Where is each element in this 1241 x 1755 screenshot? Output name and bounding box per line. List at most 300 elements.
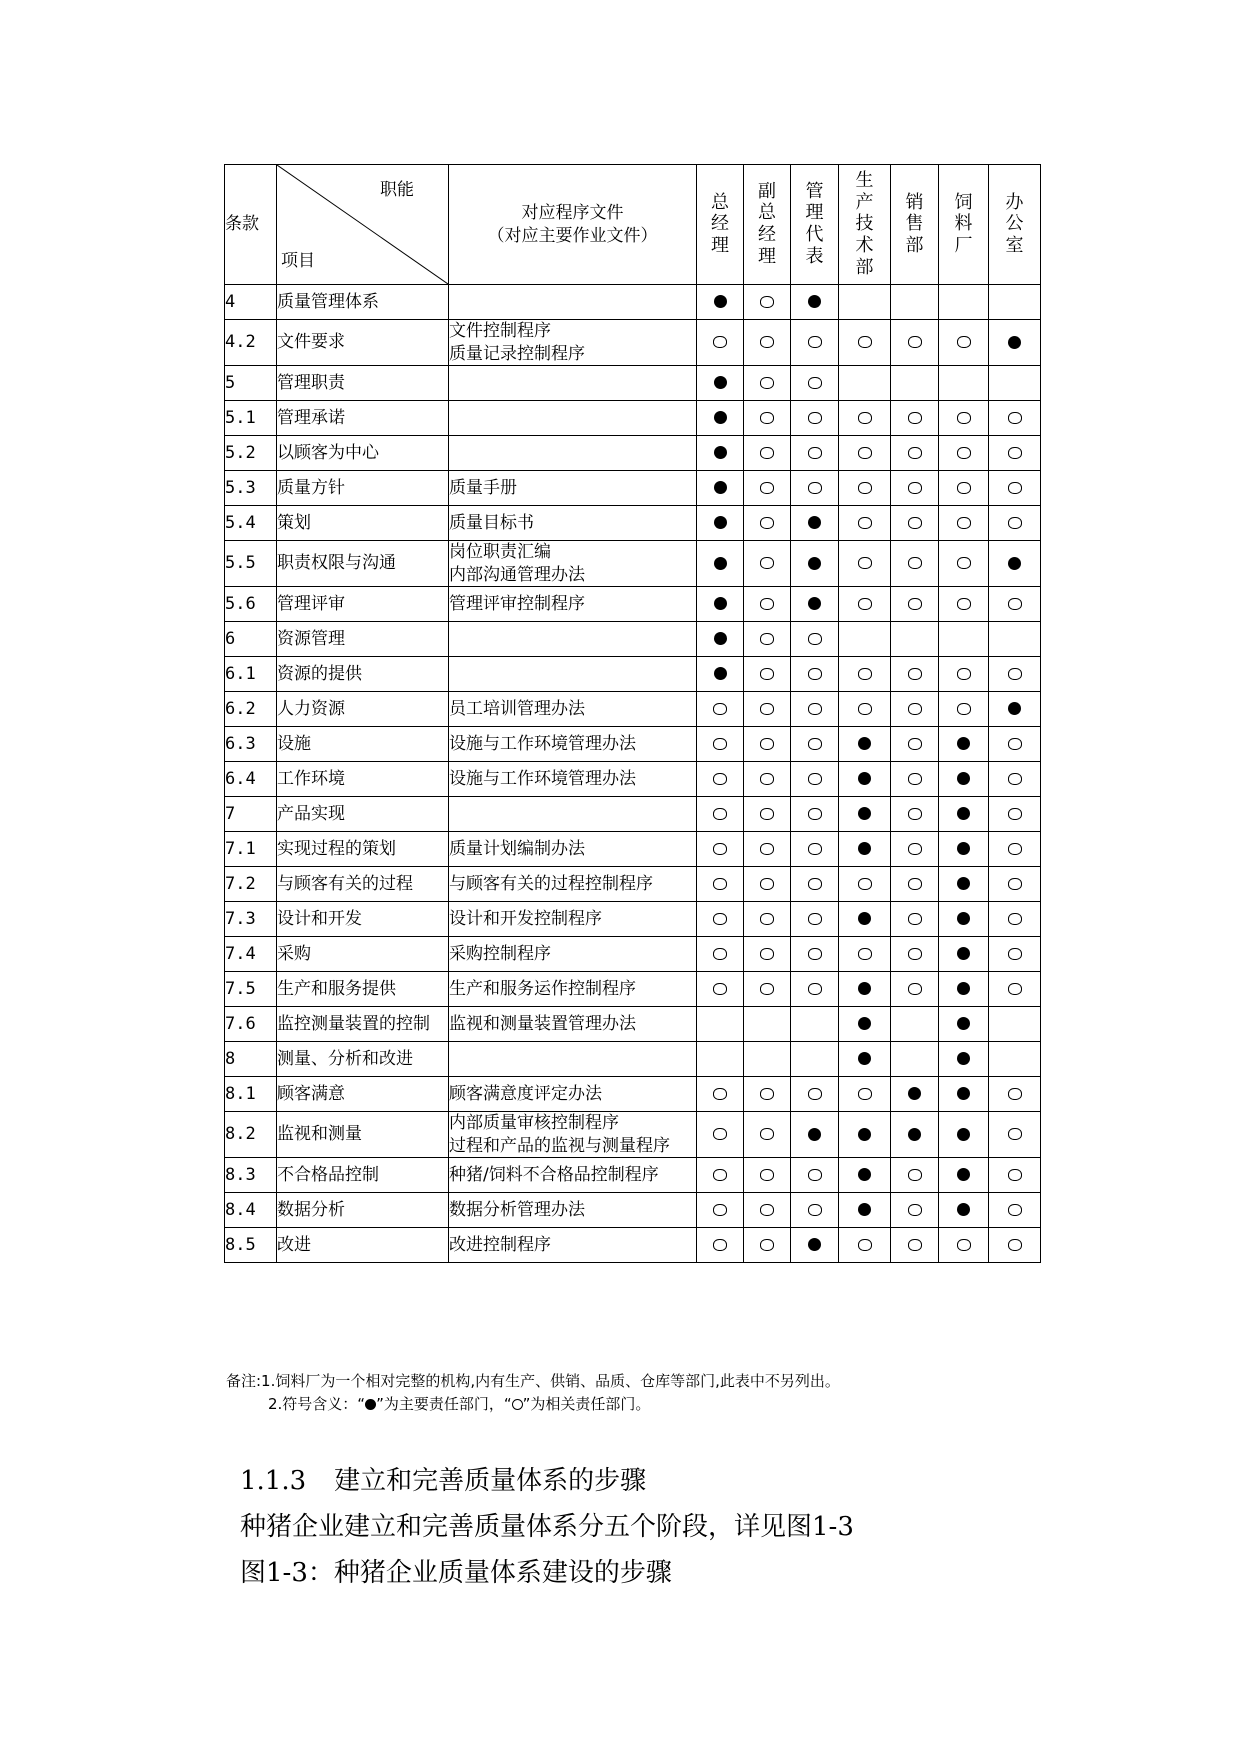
related-responsibility-mark <box>808 377 822 389</box>
responsibility-cell <box>891 541 939 587</box>
document-cell <box>449 587 697 622</box>
responsibility-cell <box>791 366 839 401</box>
responsibility-cell <box>891 506 939 541</box>
primary-responsibility-mark <box>858 772 871 785</box>
responsibility-cell <box>939 797 989 832</box>
related-responsibility-mark <box>957 1239 971 1251</box>
responsibility-cell <box>697 797 744 832</box>
related-responsibility-mark <box>713 878 727 890</box>
document-cell <box>449 657 697 692</box>
responsibility-cell <box>791 657 839 692</box>
clause-cell: 8.5 <box>225 1228 277 1263</box>
department-header <box>791 165 839 285</box>
hollow-circle-symbol <box>512 1399 523 1410</box>
responsibility-cell <box>744 832 791 867</box>
primary-responsibility-mark <box>714 516 727 529</box>
responsibility-cell <box>839 902 891 937</box>
table-row <box>225 1158 1041 1193</box>
responsibility-cell <box>839 1042 891 1077</box>
related-responsibility-mark <box>957 517 971 529</box>
related-responsibility-mark <box>808 633 822 645</box>
document-cell <box>449 1158 697 1193</box>
responsibility-cell <box>839 436 891 471</box>
document-name: 质量记录控制程序 <box>449 343 585 364</box>
table-row <box>225 506 1041 541</box>
document-name: 岗位职责汇编 <box>449 542 551 563</box>
related-responsibility-mark <box>858 703 872 715</box>
related-responsibility-mark <box>1008 773 1022 785</box>
responsibility-cell <box>744 937 791 972</box>
related-responsibility-mark <box>808 336 822 348</box>
responsibility-cell <box>744 506 791 541</box>
primary-responsibility-mark <box>858 842 871 855</box>
related-responsibility-mark <box>760 377 774 389</box>
responsibility-cell <box>989 1228 1041 1263</box>
responsibility-cell <box>891 1158 939 1193</box>
department-label: 总经理 <box>710 191 729 257</box>
document-name: 与顾客有关的过程控制程序 <box>449 873 653 894</box>
department-label: 销售部 <box>905 191 924 257</box>
responsibility-cell <box>744 762 791 797</box>
table-row <box>225 1112 1041 1158</box>
related-responsibility-mark <box>808 412 822 424</box>
responsibility-cell <box>839 587 891 622</box>
responsibility-cell <box>791 401 839 436</box>
related-responsibility-mark <box>808 1204 822 1216</box>
responsibility-cell <box>697 867 744 902</box>
table-note-1: 备注:1.饲料厂为一个相对完整的机构,内有生产、供销、品质、仓库等部门,此表中不另列出。 <box>226 1372 840 1390</box>
clause-cell: 7 <box>225 797 277 832</box>
document-name: 种猪/饲料不合格品控制程序 <box>449 1164 659 1185</box>
section-title: 建立和完善质量体系的步骤 <box>334 1466 647 1496</box>
responsibility-cell <box>989 867 1041 902</box>
primary-responsibility-mark <box>858 807 871 820</box>
responsibility-cell <box>791 1042 839 1077</box>
related-responsibility-mark <box>908 878 922 890</box>
item-cell: 职责权限与沟通 <box>277 541 449 587</box>
document-cell <box>449 727 697 762</box>
responsibility-cell <box>744 727 791 762</box>
responsibility-matrix-table <box>224 164 1041 1263</box>
responsibility-cell <box>744 1112 791 1158</box>
related-responsibility-mark <box>1008 412 1022 424</box>
related-responsibility-mark <box>858 1088 872 1100</box>
document-cell <box>449 471 697 506</box>
item-cell: 以顾客为中心 <box>277 436 449 471</box>
related-responsibility-mark <box>808 738 822 750</box>
responsibility-cell <box>939 1193 989 1228</box>
clause-cell: 5.1 <box>225 401 277 436</box>
responsibility-cell <box>891 1007 939 1042</box>
responsibility-cell <box>791 1193 839 1228</box>
clause-cell: 8.4 <box>225 1193 277 1228</box>
related-responsibility-mark <box>713 703 727 715</box>
related-responsibility-mark <box>1008 1088 1022 1100</box>
document-cell <box>449 366 697 401</box>
related-responsibility-mark <box>1008 983 1022 995</box>
item-cell: 管理评审 <box>277 587 449 622</box>
primary-responsibility-mark <box>957 1203 970 1216</box>
responsibility-cell <box>989 1077 1041 1112</box>
related-responsibility-mark <box>713 738 727 750</box>
item-cell: 产品实现 <box>277 797 449 832</box>
responsibility-cell <box>939 937 989 972</box>
document-name: 改进控制程序 <box>449 1234 551 1255</box>
clause-cell: 5.2 <box>225 436 277 471</box>
related-responsibility-mark <box>808 843 822 855</box>
responsibility-cell <box>791 762 839 797</box>
responsibility-cell <box>891 972 939 1007</box>
section-heading <box>240 1460 646 1497</box>
primary-responsibility-mark <box>808 295 821 308</box>
responsibility-cell <box>839 937 891 972</box>
table-row <box>225 1042 1041 1077</box>
related-responsibility-mark <box>957 703 971 715</box>
responsibility-cell <box>939 867 989 902</box>
item-cell: 采购 <box>277 937 449 972</box>
responsibility-cell <box>697 471 744 506</box>
related-responsibility-mark <box>760 808 774 820</box>
document-cell <box>449 320 697 366</box>
document-name: 设计和开发控制程序 <box>449 908 602 929</box>
responsibility-cell <box>891 285 939 320</box>
related-responsibility-mark <box>1008 598 1022 610</box>
responsibility-cell <box>839 320 891 366</box>
related-responsibility-mark <box>858 948 872 960</box>
document-name: 质量计划编制办法 <box>449 838 585 859</box>
primary-responsibility-mark <box>714 667 727 680</box>
note-suffix: ”为相关责任部门。 <box>522 1395 651 1413</box>
responsibility-cell <box>891 937 939 972</box>
responsibility-cell <box>839 285 891 320</box>
responsibility-cell <box>697 1007 744 1042</box>
responsibility-cell <box>989 506 1041 541</box>
responsibility-cell <box>791 937 839 972</box>
responsibility-cell <box>939 587 989 622</box>
responsibility-cell <box>697 1042 744 1077</box>
responsibility-cell <box>697 972 744 1007</box>
related-responsibility-mark <box>908 482 922 494</box>
related-responsibility-mark <box>1008 517 1022 529</box>
responsibility-cell <box>839 727 891 762</box>
item-cell: 监控测量装置的控制 <box>277 1007 449 1042</box>
item-cell: 文件要求 <box>277 320 449 366</box>
responsibility-cell <box>839 1193 891 1228</box>
related-responsibility-mark <box>858 447 872 459</box>
primary-responsibility-mark <box>957 1087 970 1100</box>
document-cell <box>449 401 697 436</box>
responsibility-cell <box>989 797 1041 832</box>
responsibility-cell <box>744 285 791 320</box>
responsibility-cell <box>791 902 839 937</box>
primary-responsibility-mark <box>714 632 727 645</box>
related-responsibility-mark <box>1008 738 1022 750</box>
responsibility-cell <box>839 506 891 541</box>
responsibility-cell <box>791 1077 839 1112</box>
primary-responsibility-mark <box>957 982 970 995</box>
responsibility-cell <box>939 762 989 797</box>
item-cell: 实现过程的策划 <box>277 832 449 867</box>
responsibility-cell <box>839 622 891 657</box>
primary-responsibility-mark <box>957 737 970 750</box>
primary-responsibility-mark <box>714 557 727 570</box>
function-item-diagonal-header <box>277 165 449 285</box>
related-responsibility-mark <box>760 843 774 855</box>
responsibility-cell <box>891 832 939 867</box>
item-cell: 策划 <box>277 506 449 541</box>
responsibility-cell <box>697 1228 744 1263</box>
responsibility-cell <box>697 506 744 541</box>
related-responsibility-mark <box>760 773 774 785</box>
responsibility-cell <box>791 285 839 320</box>
related-responsibility-mark <box>808 703 822 715</box>
related-responsibility-mark <box>713 843 727 855</box>
responsibility-cell <box>791 471 839 506</box>
section-number: 1.1.3 <box>240 1466 307 1496</box>
primary-responsibility-mark <box>808 597 821 610</box>
responsibility-cell <box>697 1158 744 1193</box>
responsibility-cell <box>989 692 1041 727</box>
related-responsibility-mark <box>760 738 774 750</box>
responsibility-cell <box>839 867 891 902</box>
department-header <box>697 165 744 285</box>
responsibility-cell <box>744 436 791 471</box>
responsibility-cell <box>891 1042 939 1077</box>
responsibility-cell <box>791 436 839 471</box>
responsibility-cell <box>891 622 939 657</box>
document-cell <box>449 867 697 902</box>
related-responsibility-mark <box>1008 843 1022 855</box>
document-header <box>449 165 697 285</box>
responsibility-cell <box>891 1077 939 1112</box>
responsibility-cell <box>989 622 1041 657</box>
responsibility-cell <box>939 832 989 867</box>
responsibility-cell <box>791 867 839 902</box>
table-row <box>225 1077 1041 1112</box>
responsibility-cell <box>989 1007 1041 1042</box>
responsibility-cell <box>791 1158 839 1193</box>
responsibility-cell <box>989 727 1041 762</box>
related-responsibility-mark <box>908 1169 922 1181</box>
document-cell <box>449 972 697 1007</box>
responsibility-cell <box>989 471 1041 506</box>
responsibility-cell <box>989 1158 1041 1193</box>
responsibility-cell <box>697 320 744 366</box>
related-responsibility-mark <box>908 557 922 569</box>
item-cell: 管理职责 <box>277 366 449 401</box>
related-responsibility-mark <box>858 878 872 890</box>
document-cell <box>449 902 697 937</box>
document-name: 管理评审控制程序 <box>449 593 585 614</box>
item-cell: 改进 <box>277 1228 449 1263</box>
primary-responsibility-mark <box>858 1128 871 1141</box>
figure-caption: 图1-3：种猪企业质量体系建设的步骤 <box>240 1558 672 1588</box>
responsibility-cell <box>989 937 1041 972</box>
table-row <box>225 1228 1041 1263</box>
document-name: 过程和产品的监视与测量程序 <box>449 1135 670 1156</box>
responsibility-cell <box>839 1228 891 1263</box>
primary-responsibility-mark <box>957 772 970 785</box>
clause-cell: 8.1 <box>225 1077 277 1112</box>
document-cell <box>449 1112 697 1158</box>
responsibility-cell <box>939 622 989 657</box>
responsibility-cell <box>839 401 891 436</box>
document-name: 监视和测量装置管理办法 <box>449 1013 636 1034</box>
responsibility-cell <box>697 937 744 972</box>
related-responsibility-mark <box>908 517 922 529</box>
responsibility-cell <box>891 762 939 797</box>
clause-cell: 6.2 <box>225 692 277 727</box>
related-responsibility-mark <box>908 703 922 715</box>
primary-responsibility-mark <box>714 376 727 389</box>
related-responsibility-mark <box>760 1204 774 1216</box>
related-responsibility-mark <box>1008 948 1022 960</box>
primary-responsibility-mark <box>1008 336 1021 349</box>
responsibility-cell <box>839 797 891 832</box>
document-cell <box>449 1228 697 1263</box>
related-responsibility-mark <box>957 557 971 569</box>
item-label: 项目 <box>281 250 315 271</box>
responsibility-cell <box>839 1158 891 1193</box>
responsibility-cell <box>791 320 839 366</box>
responsibility-cell <box>839 541 891 587</box>
document-name: 内部质量审核控制程序 <box>449 1113 619 1134</box>
related-responsibility-mark <box>808 1088 822 1100</box>
responsibility-cell <box>939 436 989 471</box>
responsibility-cell <box>697 762 744 797</box>
related-responsibility-mark <box>808 447 822 459</box>
responsibility-cell <box>791 1007 839 1042</box>
related-responsibility-mark <box>908 598 922 610</box>
responsibility-cell <box>697 1112 744 1158</box>
responsibility-cell <box>891 587 939 622</box>
item-cell: 管理承诺 <box>277 401 449 436</box>
primary-responsibility-mark <box>714 481 727 494</box>
responsibility-cell <box>989 657 1041 692</box>
function-label: 职能 <box>380 180 414 200</box>
item-cell: 设施 <box>277 727 449 762</box>
table-row <box>225 320 1041 366</box>
item-cell: 顾客满意 <box>277 1077 449 1112</box>
responsibility-cell <box>939 506 989 541</box>
related-responsibility-mark <box>713 1204 727 1216</box>
related-responsibility-mark <box>713 1239 727 1251</box>
responsibility-cell <box>744 657 791 692</box>
primary-responsibility-mark <box>957 1128 970 1141</box>
clause-cell: 5 <box>225 366 277 401</box>
primary-responsibility-mark <box>714 411 727 424</box>
responsibility-cell <box>697 541 744 587</box>
document-name: 员工培训管理办法 <box>449 698 585 719</box>
responsibility-cell <box>791 541 839 587</box>
responsibility-cell <box>839 762 891 797</box>
related-responsibility-mark <box>760 948 774 960</box>
related-responsibility-mark <box>1008 1204 1022 1216</box>
responsibility-cell <box>989 1112 1041 1158</box>
responsibility-cell <box>744 401 791 436</box>
related-responsibility-mark <box>858 482 872 494</box>
item-cell: 测量、分析和改进 <box>277 1042 449 1077</box>
responsibility-cell <box>891 1228 939 1263</box>
department-header <box>989 165 1041 285</box>
item-cell: 设计和开发 <box>277 902 449 937</box>
primary-responsibility-mark <box>858 912 871 925</box>
document-cell <box>449 541 697 587</box>
document-name: 内部沟通管理办法 <box>449 564 585 585</box>
related-responsibility-mark <box>808 668 822 680</box>
responsibility-cell <box>989 1042 1041 1077</box>
related-responsibility-mark <box>957 412 971 424</box>
related-responsibility-mark <box>908 808 922 820</box>
primary-responsibility-mark <box>957 807 970 820</box>
item-cell: 资源管理 <box>277 622 449 657</box>
document-name: 采购控制程序 <box>449 943 551 964</box>
related-responsibility-mark <box>957 598 971 610</box>
table-row <box>225 972 1041 1007</box>
responsibility-cell <box>891 471 939 506</box>
responsibility-cell <box>839 1112 891 1158</box>
responsibility-cell <box>791 727 839 762</box>
responsibility-cell <box>791 1112 839 1158</box>
responsibility-cell <box>744 1042 791 1077</box>
related-responsibility-mark <box>1008 447 1022 459</box>
responsibility-cell <box>939 657 989 692</box>
document-cell <box>449 937 697 972</box>
table-row <box>225 587 1041 622</box>
related-responsibility-mark <box>760 598 774 610</box>
clause-cell: 5.3 <box>225 471 277 506</box>
related-responsibility-mark <box>808 773 822 785</box>
primary-responsibility-mark <box>714 295 727 308</box>
clause-cell: 7.5 <box>225 972 277 1007</box>
responsibility-cell <box>791 587 839 622</box>
responsibility-cell <box>891 657 939 692</box>
responsibility-cell <box>891 797 939 832</box>
responsibility-cell <box>744 797 791 832</box>
table-row <box>225 692 1041 727</box>
item-cell: 监视和测量 <box>277 1112 449 1158</box>
responsibility-cell <box>791 797 839 832</box>
responsibility-cell <box>839 692 891 727</box>
clause-cell: 7.3 <box>225 902 277 937</box>
responsibility-cell <box>989 401 1041 436</box>
primary-responsibility-mark <box>1008 702 1021 715</box>
related-responsibility-mark <box>858 668 872 680</box>
responsibility-cell <box>697 902 744 937</box>
responsibility-cell <box>939 1077 989 1112</box>
responsibility-cell <box>989 762 1041 797</box>
responsibility-cell <box>744 972 791 1007</box>
responsibility-cell <box>839 366 891 401</box>
related-responsibility-mark <box>908 336 922 348</box>
primary-responsibility-mark <box>908 1087 921 1100</box>
related-responsibility-mark <box>908 738 922 750</box>
related-responsibility-mark <box>908 1204 922 1216</box>
primary-responsibility-mark <box>957 1017 970 1030</box>
table-body <box>225 285 1041 1263</box>
primary-responsibility-mark <box>808 516 821 529</box>
responsibility-cell <box>744 1158 791 1193</box>
table-row <box>225 366 1041 401</box>
related-responsibility-mark <box>760 1128 774 1140</box>
related-responsibility-mark <box>908 773 922 785</box>
responsibility-cell <box>989 972 1041 1007</box>
item-cell: 不合格品控制 <box>277 1158 449 1193</box>
responsibility-cell <box>697 285 744 320</box>
related-responsibility-mark <box>957 482 971 494</box>
document-name: 数据分析管理办法 <box>449 1199 585 1220</box>
related-responsibility-mark <box>908 843 922 855</box>
